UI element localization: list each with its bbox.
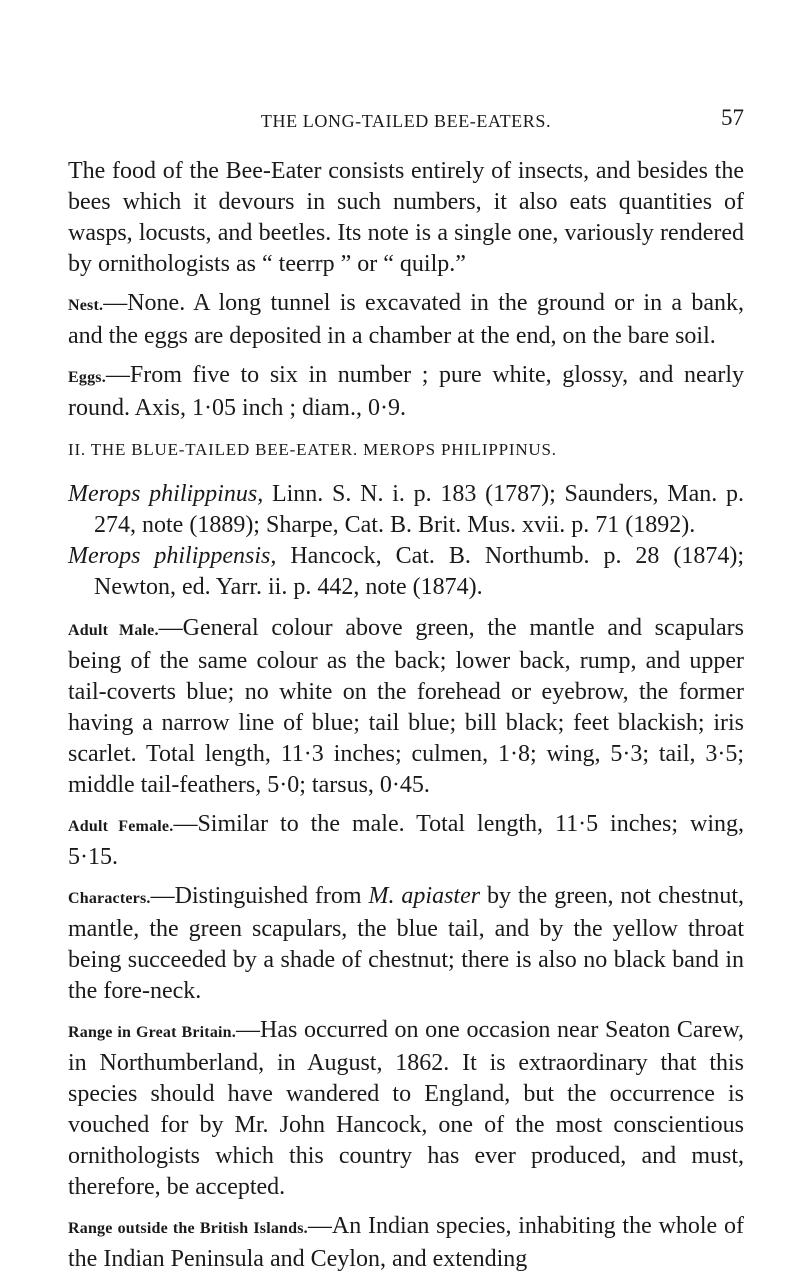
characters-species-name: M. apiaster [368,883,481,909]
characters-text-before: —Distinguished from [150,883,369,909]
reference-entry [68,479,744,541]
eggs-text: —From five to six in number ; pure white, glossy, and nearly round. Axis, 1·05 inch ; diam., 0·9. [68,362,744,421]
adult-male-paragraph [68,613,744,801]
reference-name: Merops philippinus, [68,481,264,507]
reference-text: Hancock, Cat. B. Northumb. p. 28 (1874); Newton, ed. Yarr. ii. p. 442, note (1874). [94,543,744,600]
range-britain-paragraph [68,1015,744,1203]
eggs-paragraph [68,360,744,424]
adult-female-paragraph [68,809,744,873]
body-text [68,156,744,1283]
nest-label: Nest. [68,297,104,314]
running-head-title: THE LONG-TAILED BEE-EATERS. [260,111,552,131]
characters-text-after: by the green, not chestnut, mantle, the green scapulars, the blue tail, and by the yellow throat being succeeded by a shade of chestnut; there is also no black band in the fore-neck. [68,883,744,1004]
range-britain-label: Range in Great Britain. [68,1024,236,1041]
reference-name: Merops philippensis, [68,543,277,569]
adult-male-text: —General colour above green, the mantle and scapulars being of the same colour as the back; lower back, rump, and upper tail-coverts blue; no white on the forehead or eyebrow, the former having a narrow line of blue; tail blue; bill black; feet blackish; iris scarlet. Total length, 11·3 inches; culmen, 1·8; wing, 5·3; tail, 3·5; middle tail-feathers, 5·0; tarsus, 0·45. [68,615,744,798]
intro-paragraph [68,156,744,280]
running-head [68,94,744,131]
reference-entry [68,541,744,603]
eggs-label: Eggs. [68,369,106,386]
intro-text: The food of the Bee-Eater consists entirely of insects, and besides the bees which it devours in such numbers, it also eats quantities of wasps, locusts, and beetles. Its note is a single one, variously rendered by ornithologists as “ teerrp ” or “ quilp.” [68,158,744,277]
range-britain-text: —Has occurred on one occasion near Seaton Carew, in Northumberland, in August, 1862. It is extraordinary that this species should have wandered to England, but the occurrence is vouched for by Mr. John Hancock, one of the most conscientious ornithologists which this country has ever produced, and must, therefore, be accepted. [68,1017,745,1200]
range-outside-text: —An Indian species, inhabiting the whole of the Indian Peninsula and Ceylon, and extending [68,1213,744,1272]
nest-text: —None. A long tunnel is excavated in the ground or in a bank, and the eggs are deposited in a chamber at the end, on the bare soil. [68,290,744,349]
nest-paragraph [68,288,744,352]
reference-text: Linn. S. N. i. p. 183 (1787); Saunders, Man. p. 274, note (1889); Sharpe, Cat. B. Brit. Mus. xvii. p. 71 (1892). [94,481,744,538]
range-outside-paragraph [68,1211,744,1275]
characters-paragraph [68,881,744,1007]
characters-label: Characters. [68,890,151,907]
adult-female-text: —Similar to the male. Total length, 11·5 inches; wing, 5·15. [68,811,744,870]
page-number: 57 [721,105,744,130]
adult-male-label: Adult Male. [68,622,159,639]
species-heading: II. THE BLUE-TAILED BEE-EATER. MEROPS PHILIPPINUS. [68,440,557,459]
range-outside-label: Range outside the British Islands. [68,1220,308,1237]
adult-female-label: Adult Female. [68,818,174,835]
